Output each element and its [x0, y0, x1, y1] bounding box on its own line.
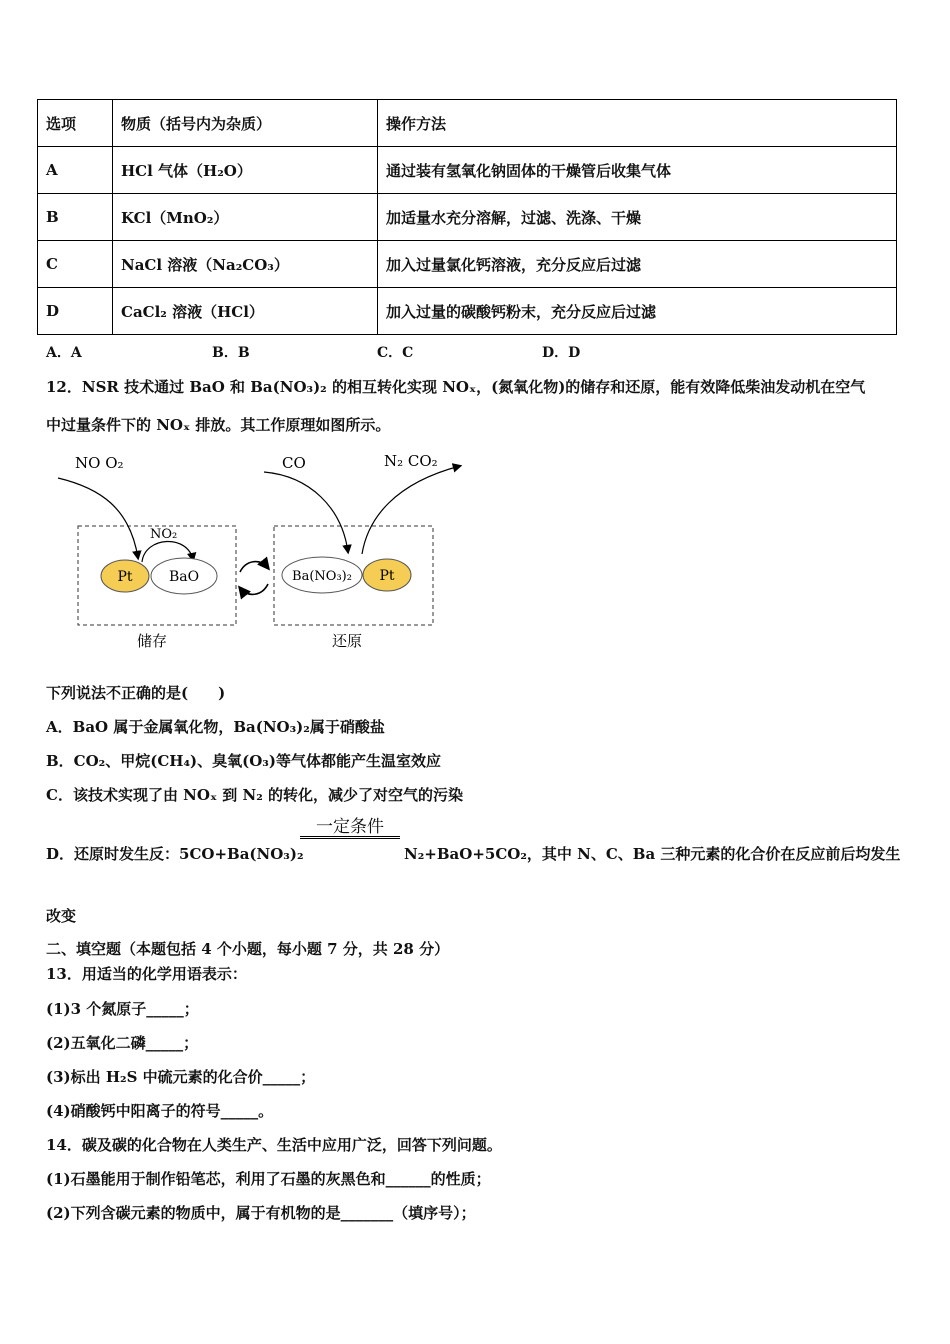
q12-stem-line1: 12．NSR 技术通过 BaO 和 Ba(NO₃)₂ 的相互转化实现 NOₓ，(氮氧化物)的储存和还原，能有效降低柴油发动机在空气: [46, 378, 866, 396]
row-method: 加入过量氯化钙溶液，充分反应后过滤: [378, 241, 897, 288]
section2-title: 二、填空题（本题包括 4 个小题，每小题 7 分，共 28 分）: [46, 940, 450, 958]
row-substance: CaCl₂ 溶液（HCl）: [113, 288, 378, 335]
choice-b: B．B: [212, 345, 250, 361]
pt-left-label: Pt: [117, 569, 133, 585]
arrow-in-left: [58, 478, 138, 558]
q12-option-d-right: N₂+BaO+5CO₂，其中 N、C、Ba 三种元素的化合价在反应前后均发生: [404, 845, 901, 863]
row-method: 通过装有氢氧化钠固体的干燥管后收集气体: [378, 147, 897, 194]
q12-option-c: C．该技术实现了由 NOₓ 到 N₂ 的转化，减少了对空气的污染: [46, 786, 464, 804]
reaction-condition: 一定条件: [316, 817, 384, 837]
q13-item-3: (3)标出 H₂S 中硫元素的化合价_____；: [46, 1068, 316, 1086]
row-method: 加适量水充分溶解，过滤、洗涤、干燥: [378, 194, 897, 241]
q12-option-a: A．BaO 属于金属氧化物，Ba(NO₃)₂属于硝酸盐: [46, 718, 385, 736]
label-reduce: 还原: [331, 632, 363, 650]
q13-item-1: (1)3 个氮原子_____；: [46, 1000, 199, 1018]
q13-item-4: (4)硝酸钙中阳离子的符号_____。: [46, 1102, 274, 1120]
reaction-equals-sign: [300, 836, 400, 839]
row-method: 加入过量的碳酸钙粉末，充分反应后过滤: [378, 288, 897, 335]
table-header-row: [38, 100, 897, 147]
arrow-in-right: [264, 472, 348, 552]
row-substance: HCl 气体（H₂O）: [113, 147, 378, 194]
q12-option-b: B．CO₂、甲烷(CH₄)、臭氧(O₃)等气体都能产生温室效应: [46, 752, 441, 770]
exchange-arrow-top: [240, 562, 268, 572]
arrow-out-right: [362, 466, 460, 554]
pt-right-label: Pt: [379, 568, 395, 584]
table-row: [38, 147, 897, 194]
nsr-diagram: [50, 448, 470, 658]
options-table: [37, 99, 897, 335]
row-option: C: [38, 241, 113, 288]
q12-stem-line2: 中过量条件下的 NOₓ 排放。其工作原理如图所示。: [46, 416, 391, 434]
label-store: 储存: [136, 632, 168, 650]
header-option: 选项: [38, 100, 113, 147]
q13-item-2: (2)五氧化二磷_____；: [46, 1034, 199, 1052]
row-option: D: [38, 288, 113, 335]
ba-no3-label: Ba(NO₃)₂: [292, 569, 352, 584]
table-row: [38, 194, 897, 241]
q14-item-1: (1)石墨能用于制作铅笔芯，利用了石墨的灰黑色和______的性质；: [46, 1170, 491, 1188]
header-substance: 物质（括号内为杂质）: [113, 100, 378, 147]
table-row: [38, 241, 897, 288]
choice-d: D．D: [542, 345, 581, 361]
q14-item-2: (2)下列含碳元素的物质中，属于有机物的是_______（填序号）；: [46, 1204, 476, 1222]
right-output-label: N₂ CO₂: [384, 452, 438, 470]
q14-stem: 14．碳及碳的化合物在人类生产、生活中应用广泛，回答下列问题。: [46, 1136, 502, 1154]
row-option: B: [38, 194, 113, 241]
choice-c: C．C: [377, 345, 414, 361]
q12-option-d-left: D．还原时发生反：5CO+Ba(NO₃)₂: [46, 845, 304, 863]
row-substance: NaCl 溶液（Na₂CO₃）: [113, 241, 378, 288]
q12-question: 下列说法不正确的是( ): [46, 684, 226, 702]
header-method: 操作方法: [378, 100, 897, 147]
left-input-label: NO O₂: [75, 454, 124, 472]
q12-option-d-cont: 改变: [46, 907, 77, 925]
table-row: [38, 288, 897, 335]
q13-stem: 13．用适当的化学用语表示：: [46, 965, 247, 983]
intermediate-label: NO₂: [150, 527, 178, 542]
row-option: A: [38, 147, 113, 194]
exchange-arrow-bottom: [240, 584, 268, 594]
right-input-label: CO: [282, 454, 306, 472]
choice-a: A．A: [46, 345, 82, 361]
row-substance: KCl（MnO₂）: [113, 194, 378, 241]
bao-label: BaO: [168, 569, 200, 585]
